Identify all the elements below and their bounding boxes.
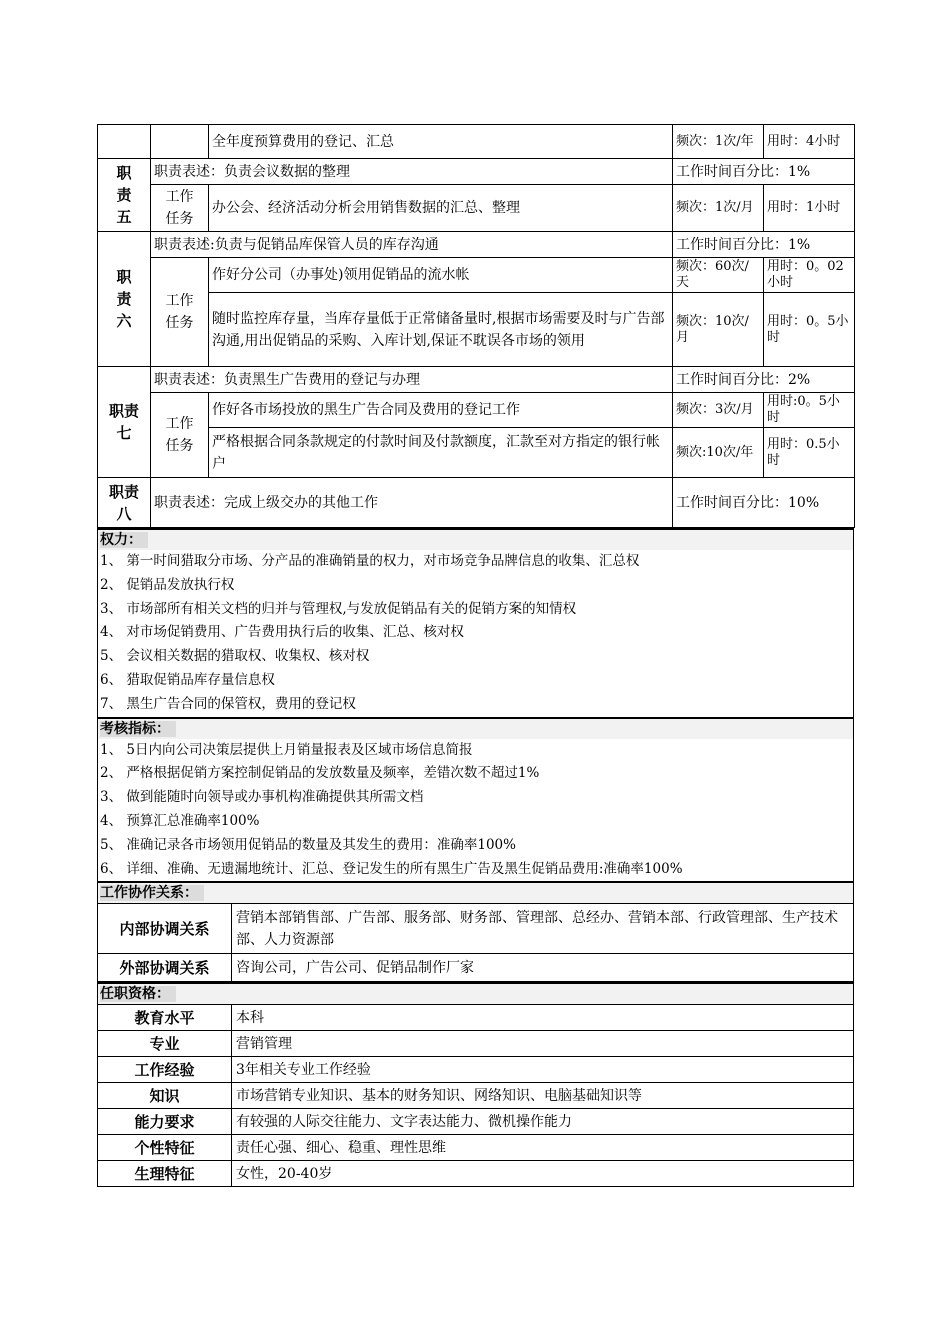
duty-8-description: 职责表述：完成上级交办的其他工作 [151, 478, 673, 528]
task-text: 随时监控库存量，当库存量低于正常储备量时,根据市场需要及时与广告部沟通,用出促销品的采购、入库计划,保证不耽误各市场的领用 [209, 293, 673, 367]
duty-5-label [98, 159, 151, 232]
qualification-table [97, 1004, 854, 1187]
duty-6-description: 职责表述:负责与促销品库保管人员的库存沟通 [151, 232, 673, 258]
qualification-value: 有较强的人际交往能力、文字表达能力、微机操作能力 [232, 1109, 854, 1135]
task-frequency: 频次：1次/年 [673, 125, 764, 159]
list-item: 1、 5日内向公司决策层提供上月销量报表及区域市场信息简报 [100, 741, 473, 758]
qualification-label: 专业 [98, 1031, 232, 1057]
task-label [151, 258, 209, 367]
duty-7-percentage: 工作时间百分比：2% [673, 367, 855, 393]
list-item: 2、 促销品发放执行权 [100, 576, 235, 593]
table-row [98, 1109, 854, 1135]
list-item: 5、 准确记录各市场领用促销品的数量及其发生的费用：准确率100% [100, 836, 516, 853]
duty-7-label [98, 367, 151, 478]
task-frequency: 频次：3次/月 [673, 393, 764, 428]
qualification-title: 任职资格： [100, 986, 176, 1002]
task-frequency: 频次：60次/天 [673, 258, 764, 293]
task-frequency: 频次：10次/月 [673, 293, 764, 367]
relations-table [97, 903, 854, 982]
list-item: 6、 猎取促销品库存量信息权 [100, 671, 275, 688]
table-row [98, 478, 855, 528]
table-row [98, 904, 854, 954]
table-row [98, 428, 855, 478]
relations-title: 工作协作关系： [100, 885, 204, 901]
duty-8-label [98, 478, 151, 528]
table-row [98, 258, 855, 293]
task-label [151, 185, 209, 232]
section-heading [98, 883, 853, 903]
task-duration: 用时：1小时 [764, 185, 855, 232]
table-row [98, 185, 855, 232]
qualification-value: 市场营销专业知识、基本的财务知识、网络知识、电脑基础知识等 [232, 1083, 854, 1109]
kpi-title: 考核指标： [100, 721, 176, 737]
qualification-section [97, 982, 854, 1004]
list-item: 7、 黑生广告合同的保管权，费用的登记权 [100, 695, 356, 712]
task-duration: 用时:0。5小时 [764, 393, 855, 428]
duty-6-label [98, 232, 151, 367]
list-item: 4、 对市场促销费用、广告费用执行后的收集、汇总、核对权 [100, 624, 464, 641]
qualification-label: 个性特征 [98, 1135, 232, 1161]
empty-cell [151, 125, 209, 159]
section-heading [98, 719, 853, 739]
table-row [98, 1005, 854, 1031]
task-label [151, 393, 209, 478]
duty-5-description: 职责表述：负责会议数据的整理 [151, 159, 673, 185]
qualification-value: 责任心强、细心、稳重、理性思维 [232, 1135, 854, 1161]
internal-relations-label: 内部协调关系 [98, 904, 232, 954]
table-row [98, 159, 855, 185]
table-row [98, 1031, 854, 1057]
power-section [97, 528, 854, 719]
task-duration: 用时：4小时 [764, 125, 855, 159]
relations-section [97, 883, 854, 903]
task-text: 全年度预算费用的登记、汇总 [209, 125, 673, 159]
task-text: 严格根据合同条款规定的付款时间及付款额度，汇款至对方指定的银行帐户 [209, 428, 673, 478]
power-title: 权力： [100, 532, 148, 548]
qualification-value: 本科 [232, 1005, 854, 1031]
external-relations-label: 外部协调关系 [98, 954, 232, 982]
list-item: 4、 预算汇总准确率100% [100, 812, 260, 829]
task-text: 办公会、经济活动分析会用销售数据的汇总、整理 [209, 185, 673, 232]
table-row [98, 1083, 854, 1109]
table-row [98, 1057, 854, 1083]
section-heading [98, 982, 853, 1004]
qualification-label: 工作经验 [98, 1057, 232, 1083]
duty-label-text: 职责六 [116, 268, 132, 330]
list-item: 6、 详细、准确、无遗漏地统计、汇总、登记发生的所有黑生广告及黑生促销品费用:准确率100% [100, 860, 683, 877]
list-item: 1、 第一时间猎取分市场、分产品的准确销量的权力，对市场竞争品牌信息的收集、汇总权 [100, 553, 640, 569]
list-item: 2、 严格根据促销方案控制促销品的发放数量及频率，差错次数不超过1% [100, 765, 540, 782]
qualification-label: 生理特征 [98, 1161, 232, 1187]
qualification-value: 3年相关专业工作经验 [232, 1057, 854, 1083]
duties-table-main [97, 124, 855, 528]
duty-8-percentage: 工作时间百分比：10% [673, 478, 855, 528]
section-heading [98, 528, 853, 550]
job-description-page [97, 124, 854, 1187]
task-text: 作好分公司（办事处)领用促销品的流水帐 [209, 258, 673, 293]
task-duration: 用时：0。02小时 [764, 258, 855, 293]
list-item: 5、 会议相关数据的猎取权、收集权、核对权 [100, 648, 370, 665]
qualification-value: 营销管理 [232, 1031, 854, 1057]
task-label-text: 工作任务 [165, 293, 194, 331]
duty-5-percentage: 工作时间百分比：1% [673, 159, 855, 185]
table-row [98, 954, 854, 982]
table-row [98, 393, 855, 428]
table-row [98, 367, 855, 393]
table-row [98, 125, 855, 159]
empty-cell [98, 125, 151, 159]
table-row [98, 293, 855, 367]
duty-label-text: 职责八 [108, 482, 139, 523]
duty-label-text: 职责五 [116, 164, 132, 226]
duty-7-description: 职责表述：负责黑生广告费用的登记与办理 [151, 367, 673, 393]
task-duration: 用时：0。5小时 [764, 293, 855, 367]
external-relations-value: 咨询公司，广告公司、促销品制作厂家 [232, 954, 854, 982]
list-item: 3、 做到能随时向领导或办事机构准确提供其所需文档 [100, 789, 424, 806]
task-duration: 用时：0.5小时 [764, 428, 855, 478]
task-frequency: 频次:10次/年 [673, 428, 764, 478]
task-text: 作好各市场投放的黑生广告合同及费用的登记工作 [209, 393, 673, 428]
table-row [98, 232, 855, 258]
internal-relations-value: 营销本部销售部、广告部、服务部、财务部、管理部、总经办、营销本部、行政管理部、生产技术部、人力资源部 [232, 904, 854, 954]
list-item: 3、 市场部所有相关文档的归并与管理权,与发放促销品有关的促销方案的知情权 [100, 600, 577, 617]
qualification-label: 教育水平 [98, 1005, 232, 1031]
qualification-label: 知识 [98, 1083, 232, 1109]
duty-6-percentage: 工作时间百分比：1% [673, 232, 855, 258]
duty-label-text: 职责七 [108, 402, 139, 442]
kpi-section [97, 719, 854, 884]
task-label-text: 工作任务 [165, 189, 194, 227]
table-row [98, 1135, 854, 1161]
task-label-text: 工作任务 [165, 416, 194, 454]
qualification-label: 能力要求 [98, 1109, 232, 1135]
task-frequency: 频次：1次/月 [673, 185, 764, 232]
table-row [98, 1161, 854, 1187]
qualification-value: 女性，20-40岁 [232, 1161, 854, 1187]
